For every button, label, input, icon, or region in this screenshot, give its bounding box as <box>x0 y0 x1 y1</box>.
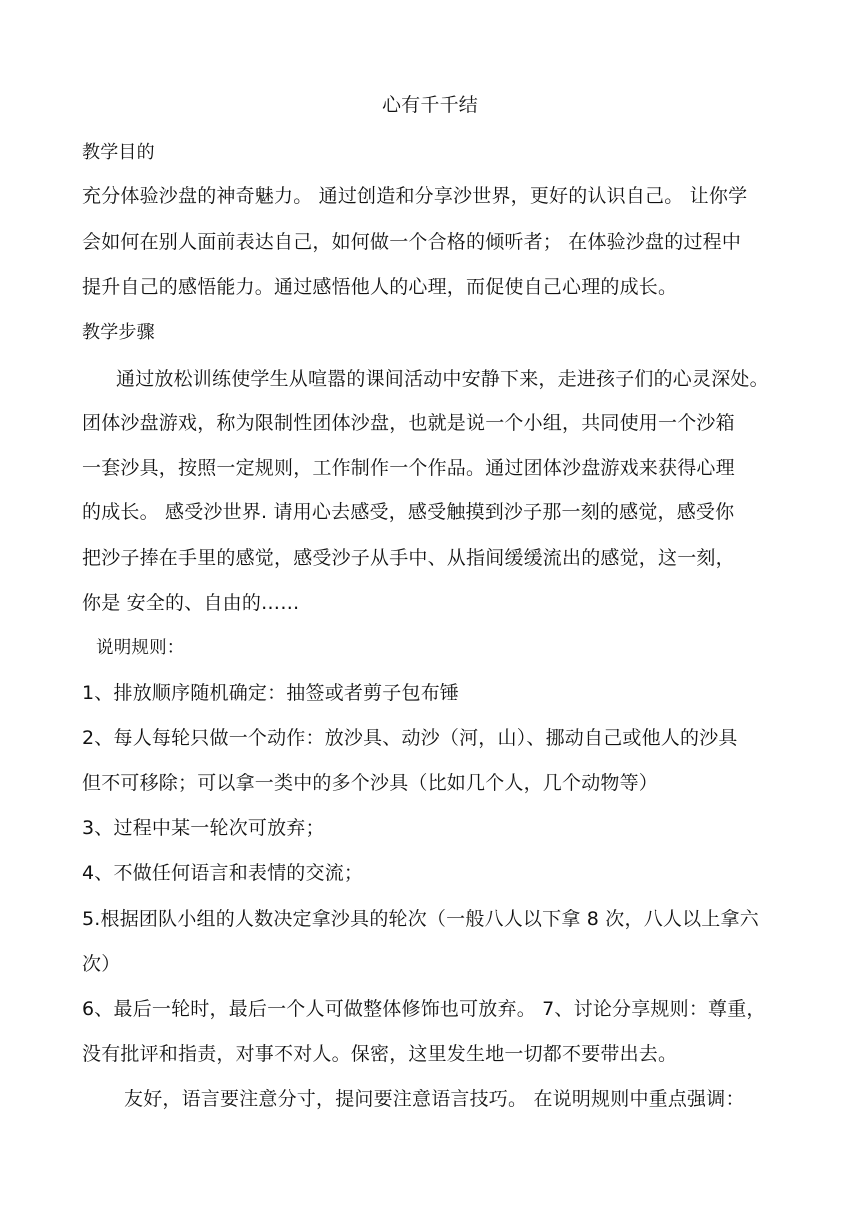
steps-paragraph-line: 你是 安全的、自由的…… <box>82 592 300 614</box>
rule-line: 4、不做任何语言和表情的交流； <box>82 862 364 884</box>
steps-paragraph-line: 通过放松训练使学生从喧嚣的课间活动中安静下来，走进孩子们的心灵深处。 <box>116 368 769 390</box>
rules-heading: 说明规则： <box>96 638 185 658</box>
section-heading-goal: 教学目的 <box>82 142 155 163</box>
steps-paragraph-line: 的成长。 感受沙世界. 请用心去感受，感受触摸到沙子那一刻的感觉，感受你 <box>82 501 735 523</box>
goal-paragraph-line: 充分体验沙盘的神奇魅力。 通过创造和分享沙世界，更好的认识自己。 让你学 <box>82 185 748 207</box>
steps-paragraph-line: 一套沙具，按照一定规则，工作制作一个作品。通过团体沙盘游戏来获得心理 <box>82 457 735 479</box>
rule-line: 但不可移除；可以拿一类中的多个沙具（比如几个人，几个动物等） <box>82 772 659 794</box>
rule-line: 5.根据团队小组的人数决定拿沙具的轮次（一般八人以下拿 8 次，八人以上拿六 <box>82 908 759 930</box>
steps-paragraph-line: 把沙子捧在手里的感觉，感受沙子从手中、从指间缓缓流出的感觉，这一刻， <box>82 547 735 569</box>
page-title: 心有千千结 <box>381 94 478 116</box>
rule-line: 次） <box>82 953 121 975</box>
goal-paragraph-line: 提升自己的感悟能力。通过感悟他人的心理，而促使自己心理的成长。 <box>82 276 678 298</box>
rule-line: 没有批评和指责，对事不对人。保密，这里发生地一切都不要带出去。 <box>82 1043 678 1065</box>
rule-line: 友好，语言要注意分寸，提问要注意语言技巧。 在说明规则中重点强调： <box>124 1088 745 1110</box>
rule-line: 1、排放顺序随机确定：抽签或者剪子包布锤 <box>82 682 460 704</box>
rule-line: 2、每人每轮只做一个动作：放沙具、动沙（河，山）、挪动自己或他人的沙具 <box>82 727 738 749</box>
rule-line: 6、最后一轮时，最后一个人可做整体修饰也可放弃。 7、讨论分享规则：尊重， <box>82 998 766 1020</box>
steps-paragraph-line: 团体沙盘游戏，称为限制性团体沙盘，也就是说一个小组，共同使用一个沙箱 <box>82 412 735 434</box>
section-heading-steps: 教学步骤 <box>82 322 155 343</box>
rule-line: 3、过程中某一轮次可放弃； <box>82 817 325 839</box>
goal-paragraph-line: 会如何在别人面前表达自己，如何做一个合格的倾听者； 在体验沙盘的过程中 <box>82 231 742 253</box>
